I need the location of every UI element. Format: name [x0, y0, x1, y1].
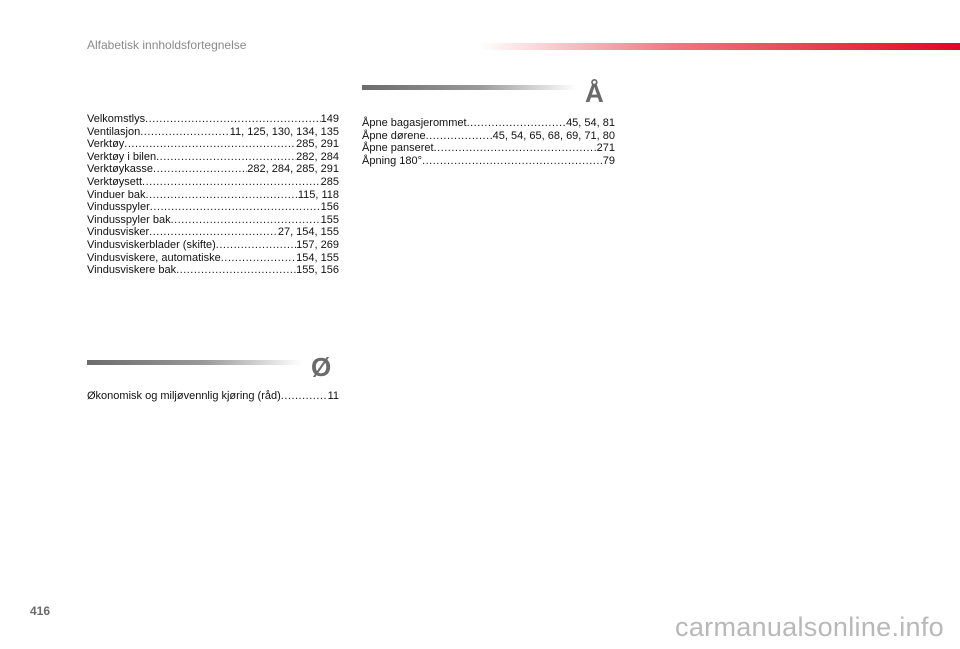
index-entry[interactable]: [87, 113, 339, 126]
index-entry[interactable]: [87, 252, 339, 265]
index-pages: 27, 154, 155: [277, 226, 339, 239]
dot-leader: [146, 189, 298, 202]
dot-leader: [150, 201, 321, 214]
index-section-oe: [87, 390, 339, 403]
dot-leader: [171, 214, 321, 227]
index-entry[interactable]: [87, 138, 339, 151]
index-pages: 155: [320, 213, 339, 226]
index-term: Verktøy: [87, 138, 125, 151]
index-entry[interactable]: [87, 151, 339, 164]
index-term: Åpne panseret: [362, 142, 434, 155]
index-term: Verktøykasse: [87, 163, 154, 176]
dot-leader: [156, 151, 296, 164]
index-term: Vindusviskere, automatiske: [87, 251, 221, 264]
index-pages: 45, 54, 65, 68, 69, 71, 80: [492, 129, 615, 142]
index-pages: 45, 54, 81: [566, 117, 615, 129]
dot-leader: [221, 252, 296, 265]
index-term: Vindusvisker: [87, 226, 150, 239]
dot-leader: [176, 264, 296, 277]
dot-leader: [153, 163, 247, 176]
index-pages: 157, 269: [296, 238, 339, 251]
index-pages: 115, 118: [297, 188, 339, 201]
index-entry[interactable]: [87, 239, 339, 252]
index-pages: 149: [320, 113, 339, 125]
index-entry[interactable]: [362, 155, 615, 168]
dot-leader: [145, 113, 321, 126]
dot-leader: [140, 126, 230, 139]
dot-leader: [216, 239, 296, 252]
index-pages: 156: [320, 201, 339, 214]
header-accent-bar: [480, 43, 960, 50]
dot-leader: [422, 155, 603, 168]
index-entry[interactable]: [87, 189, 339, 202]
index-term: Vinduer bak: [87, 188, 146, 201]
page-header-title: Alfabetisk innholdsfortegnelse: [87, 38, 247, 52]
section-divider-aa: [362, 85, 577, 90]
dot-leader: [426, 130, 493, 143]
index-entry[interactable]: [87, 390, 339, 403]
index-pages: 11: [327, 390, 339, 402]
index-entry[interactable]: [87, 226, 339, 239]
index-term: Verktøysett: [87, 175, 143, 188]
index-term: Velkomstlys: [87, 113, 146, 125]
section-divider-oe: [87, 360, 302, 365]
index-entry[interactable]: [87, 201, 339, 214]
dot-leader: [467, 117, 567, 130]
section-letter-oe: Ø: [311, 352, 332, 382]
index-term: Åpne dørene: [362, 129, 426, 142]
index-term: Åpning 180°: [362, 154, 423, 167]
index-section-aa: [362, 117, 615, 167]
dot-leader: [149, 226, 278, 239]
index-term: Økonomisk og miljøvennlig kjøring (råd): [87, 390, 281, 402]
index-term: Vindusviskere bak: [87, 264, 177, 277]
dot-leader: [124, 138, 296, 151]
index-pages: 285, 291: [296, 138, 339, 151]
section-letter-aa: Å: [585, 78, 604, 108]
index-entry[interactable]: [87, 126, 339, 139]
index-pages: 285: [320, 175, 339, 188]
index-term: Verktøy i bilen: [87, 150, 157, 163]
index-entry[interactable]: [362, 117, 615, 130]
index-term: Vindusspyler bak: [87, 213, 171, 226]
index-term: Vindusspyler: [87, 201, 150, 214]
dot-leader: [281, 390, 328, 403]
index-section-v: [87, 113, 339, 277]
index-term: Ventilasjon: [87, 125, 141, 138]
site-watermark: carmanualsonline.info: [675, 612, 944, 642]
index-entry[interactable]: [362, 130, 615, 143]
dot-leader: [434, 142, 597, 155]
index-entry[interactable]: [87, 264, 339, 277]
index-term: Vindusviskerblader (skifte): [87, 238, 216, 251]
index-entry[interactable]: [362, 142, 615, 155]
index-pages: 154, 155: [296, 251, 339, 264]
page-number: 416: [30, 604, 51, 618]
index-entry[interactable]: [87, 176, 339, 189]
index-entry[interactable]: [87, 163, 339, 176]
index-pages: 282, 284, 285, 291: [247, 163, 339, 176]
index-pages: 79: [602, 154, 615, 167]
index-pages: 282, 284: [296, 150, 339, 163]
index-entry[interactable]: [87, 214, 339, 227]
dot-leader: [142, 176, 321, 189]
index-pages: 155, 156: [296, 264, 339, 277]
index-pages: 271: [596, 142, 615, 155]
index-term: Åpne bagasjerommet: [362, 117, 467, 129]
index-pages: 11, 125, 130, 134, 135: [229, 125, 339, 138]
